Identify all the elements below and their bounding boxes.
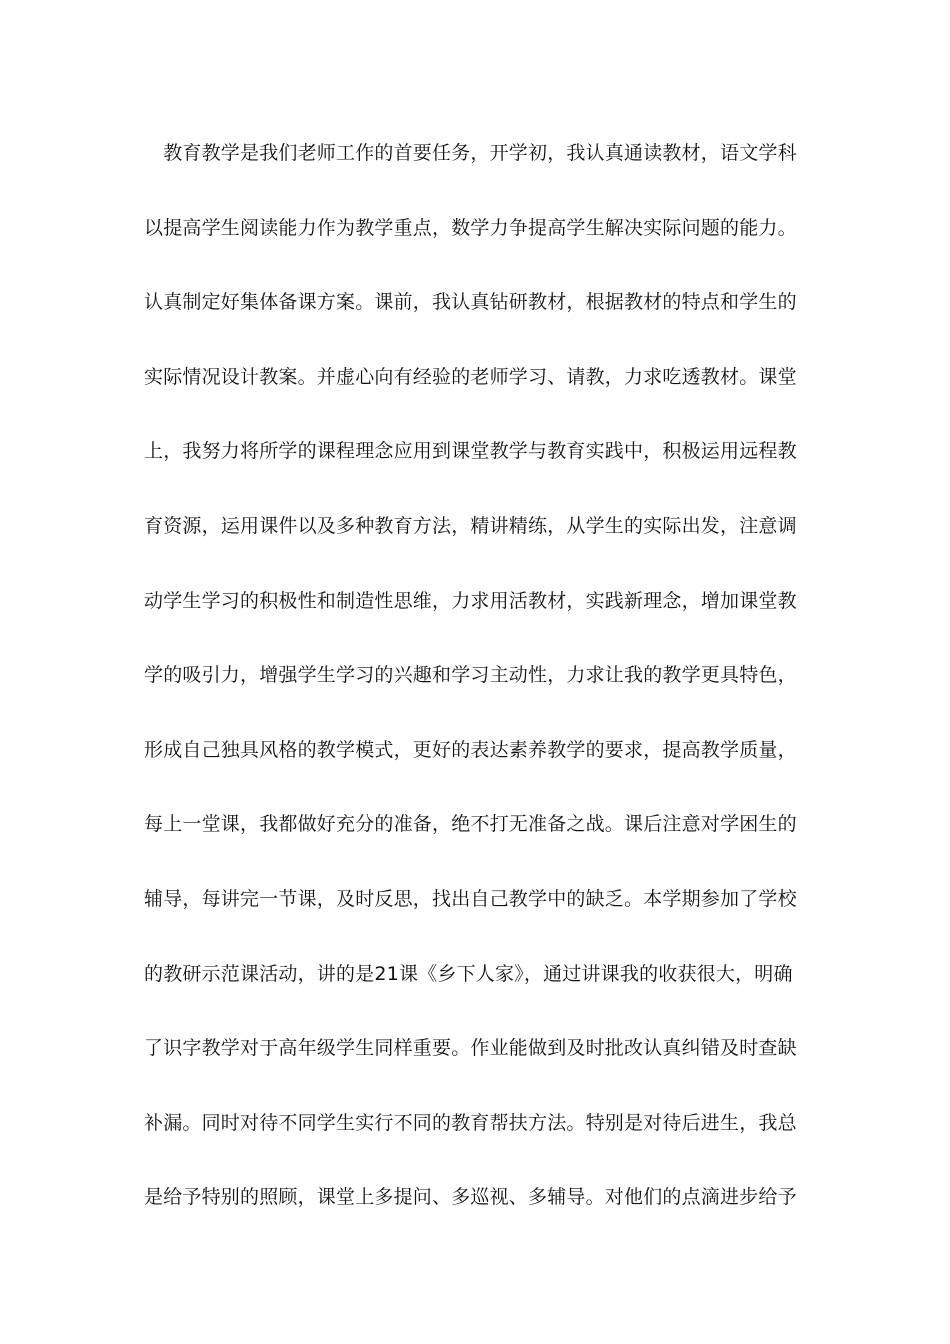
text-line-5: 上，我努力将所学的课程理念应用到课堂教学与教育实践中，积极运用远程教 <box>144 440 797 463</box>
text-line-12: 的教研示范课活动，讲的是21课《乡下人家》，通过讲课我的收获很大，明确 <box>144 962 793 985</box>
text-line-1: 教育教学是我们老师工作的首要任务，开学初，我认真通读教材，语文学科 <box>144 142 797 164</box>
text-line-2: 以提高学生阅读能力作为教学重点，数学力争提高学生解决实际问题的能力。 <box>144 216 797 239</box>
text-line-14: 补漏。同时对待不同学生实行不同的教育帮扶方法。特别是对待后进生，我总 <box>144 1111 797 1134</box>
text-line-15: 是给予特别的照顾，课堂上多提问、多巡视、多辅导。对他们的点滴进步给予 <box>144 1186 797 1209</box>
text-line-7: 动学生学习的积极性和制造性思维，力求用活教材，实践新理念，增加课堂教 <box>144 589 797 612</box>
text-line-4: 实际情况设计教案。并虚心向有经验的老师学习、请教，力求吃透教材。课堂 <box>144 365 797 388</box>
text-line-10: 每上一堂课，我都做好充分的准备，绝不打无准备之战。课后注意对学困生的 <box>144 813 797 836</box>
text-line-11: 辅导，每讲完一节课，及时反思，找出自己教学中的缺乏。本学期参加了学校 <box>144 887 797 910</box>
body-paragraph <box>144 130 824 1249</box>
text-line-3: 认真制定好集体备课方案。课前，我认真钻研教材，根据教材的特点和学生的 <box>144 291 797 314</box>
text-line-6: 育资源，运用课件以及多种教育方法，精讲精练，从学生的实际出发，注意调 <box>144 514 797 537</box>
text-line-9: 形成自己独具风格的教学模式，更好的表达素养教学的要求，提高教学质量， <box>144 738 797 761</box>
text-line-8: 学的吸引力，增强学生学习的兴趣和学习主动性，力求让我的教学更具特色， <box>144 664 797 687</box>
text-line-13: 了识字教学对于高年级学生同样重要。作业能做到及时批改认真纠错及时查缺 <box>144 1037 797 1060</box>
